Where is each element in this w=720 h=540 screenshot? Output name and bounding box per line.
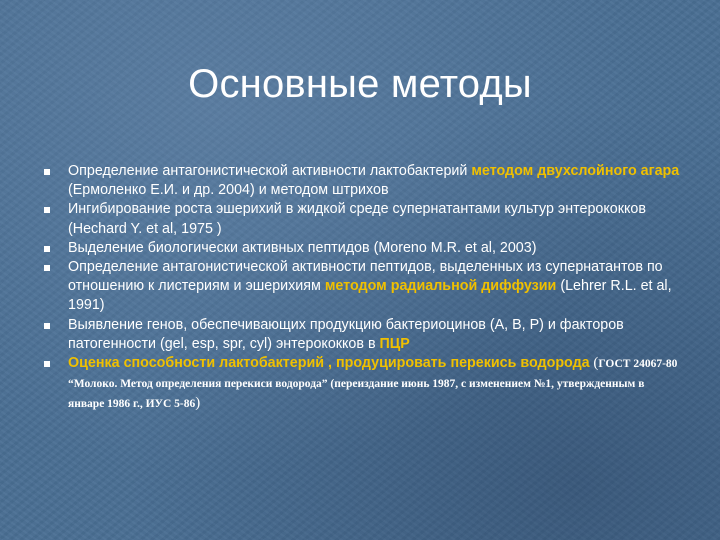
- item-text: (Lehrer R.L. et al, 1991): [68, 278, 672, 314]
- item-text: Определение антагонистической активности лактобактерий: [68, 163, 472, 179]
- list-item: [40, 316, 680, 354]
- item-text: Определение антагонистической активности пептидов, выделенных из супернатантов по отношению к листериям и эшерихиям: [68, 259, 663, 295]
- square-bullet-icon: [44, 265, 50, 271]
- item-text: Ингибирование роста эшерихий в жидкой среде супернатантами культур энтерококков (Hechard Y. et al, 1975 ): [68, 201, 646, 237]
- list-item: [40, 354, 680, 415]
- item-text: (Ермоленко Е.И. и др. 2004) и методом штрихов: [68, 182, 389, 199]
- square-bullet-icon: [44, 361, 50, 367]
- square-bullet-icon: [44, 323, 50, 329]
- list-item: [40, 258, 680, 316]
- methods-list: [40, 162, 680, 415]
- item-text: (: [589, 355, 599, 372]
- square-bullet-icon: [44, 207, 50, 213]
- gost-reference: ГОСТ 24067-80 “Молоко. Метод определения перекиси водорода” (переиздание июнь 1987, с изменением №1, утвержденным в январе 1986 г., ИУС 5-86: [68, 358, 678, 411]
- square-bullet-icon: [44, 169, 50, 175]
- item-text: ): [195, 395, 201, 412]
- list-item: [40, 239, 680, 258]
- square-bullet-icon: [44, 246, 50, 252]
- item-highlight: ПЦР: [379, 335, 410, 352]
- item-text: Выделение биологически активных пептидов (Moreno M.R. et al, 2003): [68, 239, 537, 256]
- slide-title: Основные методы: [188, 62, 532, 106]
- item-highlight: методом радиальной диффузии: [324, 278, 557, 295]
- item-text: Выявление генов, обеспечивающих продукцию бактериоцинов (А, В, Р) и факторов патогенности (gel, esp, spr, cyl) энтерококков в: [68, 316, 624, 352]
- list-item: [40, 162, 680, 200]
- item-highlight: Оценка способности лактобактерий , продуцировать перекись водорода: [68, 355, 590, 372]
- item-highlight: методом двухслойного агара: [471, 163, 680, 179]
- list-item: [40, 200, 680, 238]
